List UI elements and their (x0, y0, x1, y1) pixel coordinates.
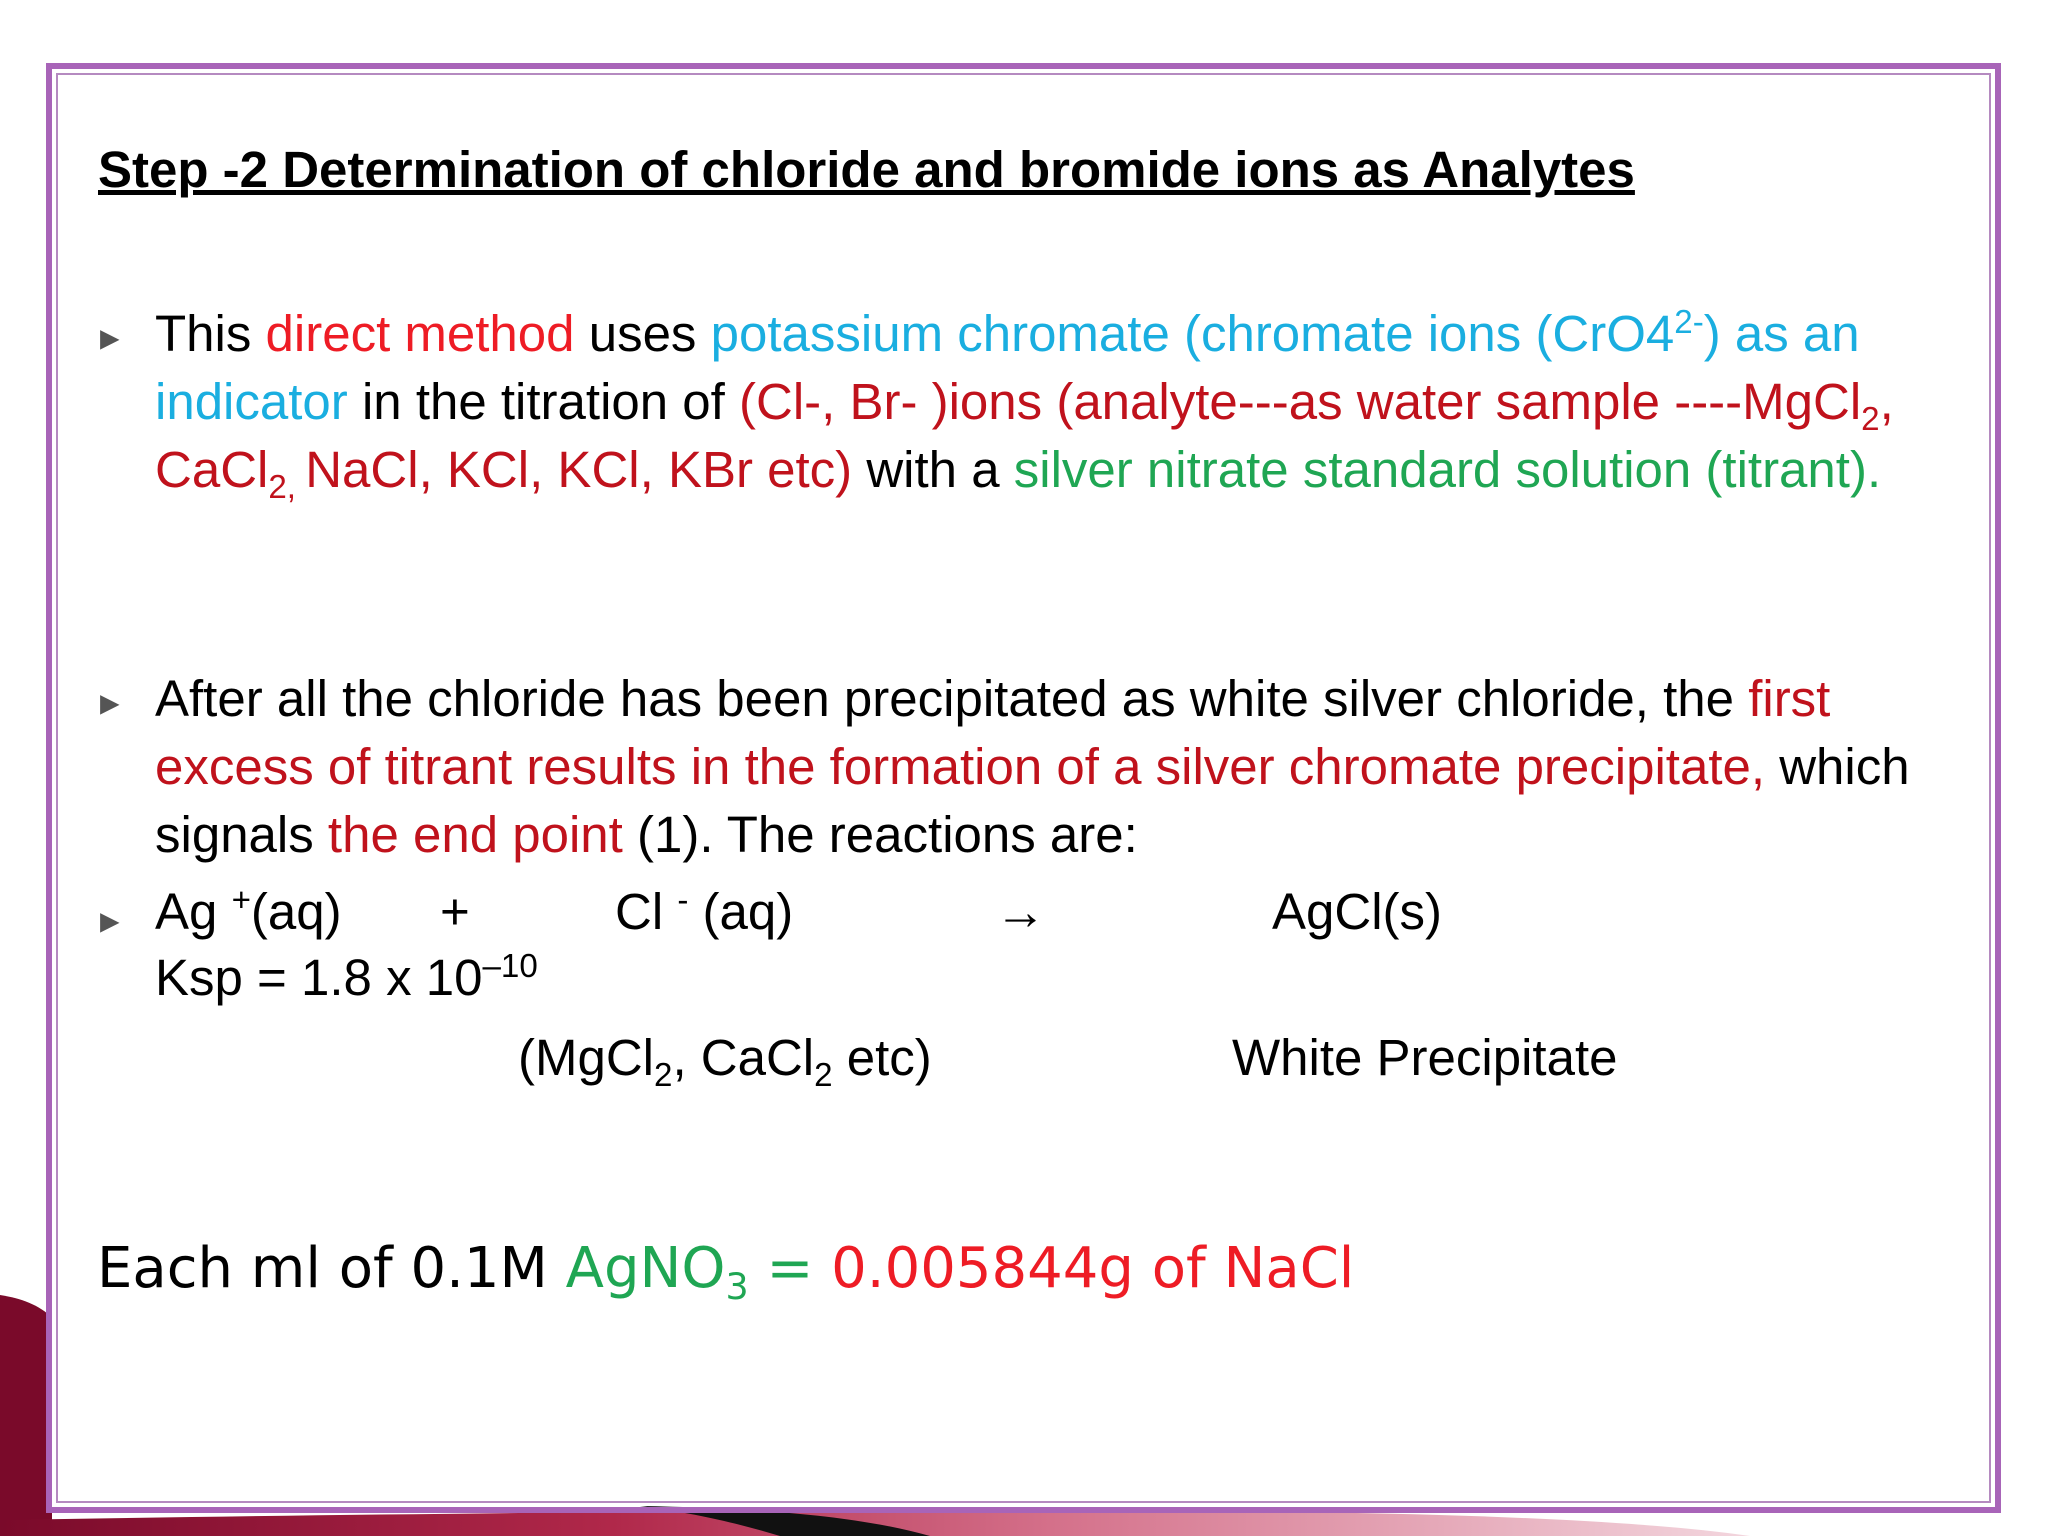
bullet-2-text: After all the chloride has been precipitated as white silver chloride, the first excess of titrant results in the formation of a silver chromate precipitate, which signals the end point (1). The reactions are: (155, 670, 1910, 863)
chloride-source-note: (MgCl$_2$, CaCl$_2$ etc) (518, 1029, 932, 1095)
bullet-3-triangle-right-icon: ▸ (100, 899, 120, 942)
slide-title: Step -2 Determination of chloride and bromide ions as Analytes (98, 141, 1635, 198)
product-note: White Precipitate (1232, 1029, 1618, 1086)
ksp-value: Ksp = 1.8 x $10^{-10}$ (155, 948, 538, 1006)
bottom-wave-band (0, 1510, 1750, 1536)
reaction-arrow: → (995, 883, 1046, 940)
bullet-2-triangle-right-icon: ▸ (100, 681, 120, 724)
product-silver-chloride: AgCl(s) (1272, 883, 1443, 940)
bullet-1-text: This direct method uses potassium chromate (chromate ions $(CrO4^{2-})$ as an indicator in the titration of (Cl-, Br- )ions (analyte---as water sample ----MgCl$_2$, CaCl$_{2,}$ NaCl, KCl, KCl, KBr etc) with a silver nitrate standard solution (titrant). (155, 304, 1894, 507)
reactant-chloride-ion: Cl - (aq) (615, 882, 794, 940)
reactant-silver-ion: Ag +(aq) (155, 882, 342, 940)
bullet-1-triangle-right-icon: ▸ (100, 316, 120, 359)
equivalence-statement: Each ml of 0.1M AgNO$_3$ = 0.005844g of NaCl (97, 1236, 1355, 1309)
corner-wave-shape (0, 1295, 52, 1536)
plus-sign: + (440, 883, 470, 940)
